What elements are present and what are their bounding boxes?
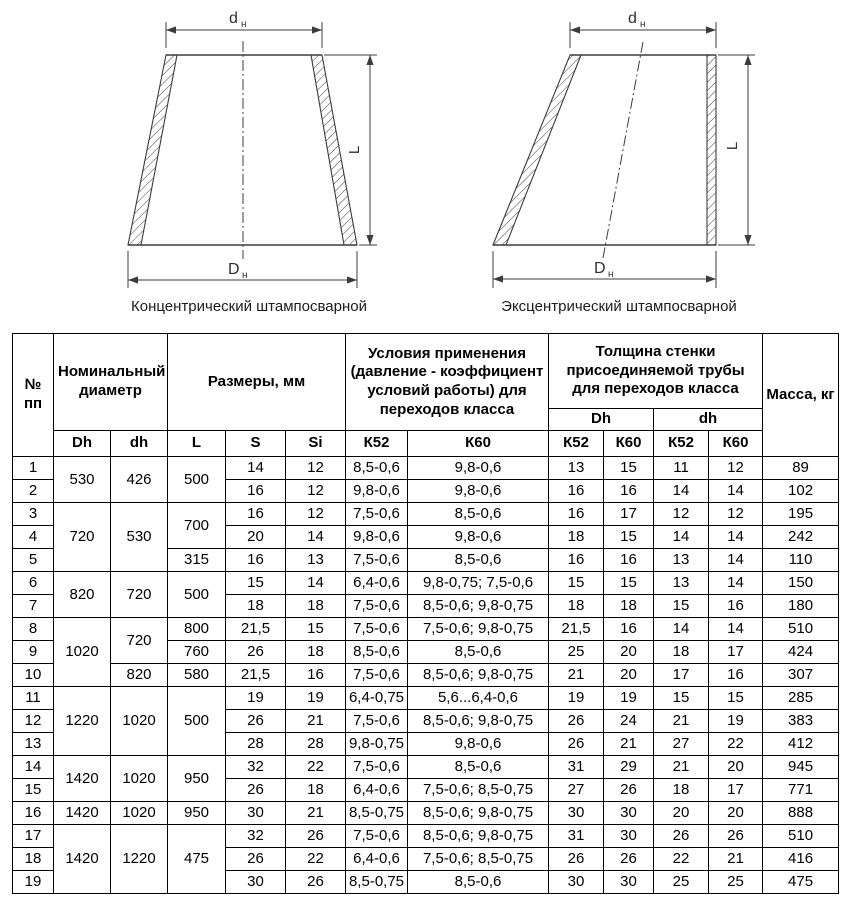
table-row [13,618,839,641]
cell-n: 11 [13,687,54,710]
cell-mass: 89 [763,457,839,480]
cell-L: 500 [168,687,226,756]
cell-tdh52: 18 [654,641,709,664]
cell-Si: 28 [286,733,346,756]
cell-tdh60: 20 [709,756,763,779]
cell-tDh60: 30 [604,825,654,848]
cell-n: 5 [13,549,54,572]
table-row [13,503,839,526]
cell-Si: 18 [286,779,346,802]
cell-tdh52: 18 [654,779,709,802]
cell-mass: 195 [763,503,839,526]
cell-S: 15 [226,572,286,595]
cell-k52: 7,5-0,6 [346,549,408,572]
header-col-Dh-k60: К60 [604,431,654,457]
cell-tdh60: 26 [709,825,763,848]
cell-k60: 7,5-0,6; 8,5-0,75 [408,848,549,871]
cell-Si: 14 [286,526,346,549]
cell-n: 2 [13,480,54,503]
cell-tDh52: 21 [549,664,604,687]
cell-tdh60: 17 [709,779,763,802]
cell-k52: 7,5-0,6 [346,664,408,687]
cell-S: 30 [226,871,286,894]
cell-k60: 8,5-0,6 [408,503,549,526]
cell-k52: 7,5-0,6 [346,756,408,779]
header-no [13,334,54,457]
cell-Dh: 1020 [54,618,111,687]
cell-mass: 510 [763,825,839,848]
cell-k60: 9,8-0,75; 7,5-0,6 [408,572,549,595]
header-col-dh-k52: К52 [654,431,709,457]
cell-n: 15 [13,779,54,802]
cell-n: 6 [13,572,54,595]
header-no-line2: пп [23,395,43,412]
cell-Dh: 530 [54,457,111,503]
cell-tdh52: 21 [654,756,709,779]
table-row [13,664,839,687]
cell-tDh60: 26 [604,779,654,802]
cell-S: 16 [226,549,286,572]
cell-tdh52: 14 [654,618,709,641]
cell-k52: 7,5-0,6 [346,618,408,641]
cell-tdh60: 14 [709,526,763,549]
cell-Si: 12 [286,480,346,503]
cell-tdh60: 19 [709,710,763,733]
cell-Si: 22 [286,756,346,779]
cell-L: 475 [168,825,226,894]
header-conditions: Условия применения (давление - коэффициент условий работы) для переходов класса [346,334,549,431]
cell-Si: 16 [286,664,346,687]
cell-k60: 9,8-0,6 [408,457,549,480]
cell-k52: 8,5-0,6 [346,641,408,664]
drawings-svg [0,0,846,330]
cell-k60: 7,5-0,6; 9,8-0,75 [408,618,549,641]
cell-S: 28 [226,733,286,756]
cell-Dh: 1420 [54,825,111,894]
cell-tdh60: 16 [709,595,763,618]
dim-label-D-sub: н [608,269,614,280]
cell-Dh: 1420 [54,756,111,802]
cell-mass: 285 [763,687,839,710]
cell-L: 500 [168,572,226,618]
cell-tdh60: 14 [709,549,763,572]
header-no-line1: № [24,376,42,394]
cell-Si: 21 [286,802,346,825]
cell-Dh: 820 [54,572,111,618]
table-row [13,572,839,595]
cell-tdh52: 20 [654,802,709,825]
cell-S: 16 [226,503,286,526]
header-Dh-group: Dh [549,409,654,431]
cell-mass: 475 [763,871,839,894]
cell-k60: 8,5-0,6 [408,549,549,572]
cell-tdh60: 12 [709,457,763,480]
cell-mass: 180 [763,595,839,618]
header-sizes: Размеры, мм [168,334,346,431]
cell-tDh60: 29 [604,756,654,779]
cell-tDh52: 26 [549,710,604,733]
cell-Si: 26 [286,825,346,848]
cell-tdh52: 15 [654,687,709,710]
cell-tDh60: 30 [604,871,654,894]
cell-dh: 820 [111,664,168,687]
cell-dh: 1220 [111,825,168,894]
cell-tDh52: 30 [549,802,604,825]
header-wall-thickness: Толщина стенки присоединяемой трубы для переходов класса [549,334,763,409]
technical-drawings [0,0,846,330]
cell-mass: 888 [763,802,839,825]
cell-tDh52: 19 [549,687,604,710]
header-mass: Масса, кг [763,334,839,457]
cell-tdh60: 22 [709,733,763,756]
cell-tdh60: 14 [709,618,763,641]
cell-tDh52: 30 [549,871,604,894]
cell-tDh52: 16 [549,503,604,526]
cell-Si: 18 [286,641,346,664]
cell-tDh60: 16 [604,618,654,641]
cell-tDh52: 15 [549,572,604,595]
cell-tdh60: 15 [709,687,763,710]
header-col-k52: К52 [346,431,408,457]
cell-S: 26 [226,641,286,664]
cell-Si: 21 [286,710,346,733]
header-col-k60: К60 [408,431,549,457]
cell-mass: 510 [763,618,839,641]
eccentric-caption: Эксцентрический штампосварной [501,298,737,315]
cell-k60: 8,5-0,6; 9,8-0,75 [408,664,549,687]
table-row [13,457,839,480]
cell-tdh60: 12 [709,503,763,526]
cell-S: 32 [226,756,286,779]
cell-S: 16 [226,480,286,503]
cell-tDh52: 16 [549,480,604,503]
cell-k60: 8,5-0,6 [408,871,549,894]
cell-tdh52: 21 [654,710,709,733]
cell-mass: 242 [763,526,839,549]
table-row [13,687,839,710]
cell-mass: 416 [763,848,839,871]
cell-L: 315 [168,549,226,572]
dim-label-D: D [594,260,606,277]
header-dh-group: dh [654,409,763,431]
dim-label-d-sub: н [640,19,646,30]
cell-n: 4 [13,526,54,549]
cell-L: 950 [168,802,226,825]
cell-mass: 945 [763,756,839,779]
cell-tdh60: 17 [709,641,763,664]
dim-label-L: L [724,141,741,151]
cell-S: 19 [226,687,286,710]
eccentric-drawing [493,10,755,315]
cell-L: 800 [168,618,226,641]
cell-k60: 8,5-0,6; 9,8-0,75 [408,825,549,848]
cell-S: 26 [226,848,286,871]
cell-mass: 150 [763,572,839,595]
cell-tDh52: 26 [549,848,604,871]
cell-k60: 8,5-0,6; 9,8-0,75 [408,710,549,733]
cell-k60: 5,6...6,4-0,6 [408,687,549,710]
cell-tDh60: 17 [604,503,654,526]
cell-tDh52: 13 [549,457,604,480]
cell-mass: 110 [763,549,839,572]
cell-tDh60: 30 [604,802,654,825]
cell-n: 17 [13,825,54,848]
dim-label-d: d [628,10,637,27]
cell-L: 580 [168,664,226,687]
cell-k60: 7,5-0,6; 8,5-0,75 [408,779,549,802]
cell-tdh52: 12 [654,503,709,526]
cell-Dh: 1420 [54,802,111,825]
cell-tDh52: 27 [549,779,604,802]
cell-tDh52: 18 [549,526,604,549]
cell-k52: 6,4-0,6 [346,779,408,802]
cell-k60: 8,5-0,6 [408,756,549,779]
cell-tDh60: 15 [604,526,654,549]
cell-tdh60: 20 [709,802,763,825]
cell-tDh60: 20 [604,641,654,664]
center-line [603,42,643,258]
cell-tdh52: 14 [654,480,709,503]
cell-dh: 1020 [111,756,168,802]
cell-S: 20 [226,526,286,549]
header-nominal-diameter: Номинальный диаметр [54,334,168,431]
eccentric-body [493,42,716,258]
cell-S: 26 [226,779,286,802]
cell-tDh60: 15 [604,457,654,480]
cell-n: 18 [13,848,54,871]
cell-S: 26 [226,710,286,733]
cell-tdh60: 16 [709,664,763,687]
cell-Si: 18 [286,595,346,618]
dim-label-d-sub: н [241,19,247,30]
cell-n: 1 [13,457,54,480]
cell-k52: 7,5-0,6 [346,825,408,848]
cell-k52: 8,5-0,75 [346,802,408,825]
cell-dh: 1020 [111,802,168,825]
cell-tDh60: 20 [604,664,654,687]
header-col-dh: dh [111,431,168,457]
cell-k52: 7,5-0,6 [346,710,408,733]
cell-tdh52: 25 [654,871,709,894]
cell-S: 14 [226,457,286,480]
cell-tdh60: 25 [709,871,763,894]
cell-S: 18 [226,595,286,618]
header-row-groups [13,334,839,409]
cell-tDh60: 15 [604,572,654,595]
dim-label-D: D [228,261,240,278]
cell-tdh52: 13 [654,572,709,595]
cell-n: 7 [13,595,54,618]
header-row-columns [13,431,839,457]
cell-tdh52: 15 [654,595,709,618]
cell-tDh52: 25 [549,641,604,664]
cell-tdh52: 14 [654,526,709,549]
spec-table [12,333,839,894]
table-row [13,756,839,779]
dim-label-D-sub: н [242,270,248,281]
cell-n: 13 [13,733,54,756]
cell-S: 21,5 [226,618,286,641]
cell-n: 3 [13,503,54,526]
concentric-body [128,41,357,259]
cell-mass: 383 [763,710,839,733]
table-row [13,825,839,848]
cell-n: 16 [13,802,54,825]
cell-tDh52: 31 [549,825,604,848]
cell-S: 32 [226,825,286,848]
cell-tdh52: 11 [654,457,709,480]
header-col-Dh-k52: К52 [549,431,604,457]
cell-mass: 307 [763,664,839,687]
cell-Si: 19 [286,687,346,710]
cell-k60: 8,5-0,6 [408,641,549,664]
cell-tDh60: 24 [604,710,654,733]
header-col-S: S [226,431,286,457]
cell-n: 12 [13,710,54,733]
cell-S: 21,5 [226,664,286,687]
cell-tdh60: 14 [709,480,763,503]
cell-k52: 6,4-0,6 [346,572,408,595]
cell-tdh60: 14 [709,572,763,595]
cell-tdh52: 26 [654,825,709,848]
cell-tDh52: 31 [549,756,604,779]
cell-tDh60: 16 [604,549,654,572]
cell-tDh60: 19 [604,687,654,710]
cell-n: 14 [13,756,54,779]
cell-k60: 9,8-0,6 [408,733,549,756]
cell-tdh52: 17 [654,664,709,687]
cell-tDh52: 26 [549,733,604,756]
cell-mass: 424 [763,641,839,664]
cell-n: 10 [13,664,54,687]
cell-tDh52: 18 [549,595,604,618]
cell-mass: 102 [763,480,839,503]
cell-k52: 6,4-0,75 [346,687,408,710]
cell-L: 950 [168,756,226,802]
cell-tDh52: 16 [549,549,604,572]
cell-tDh60: 18 [604,595,654,618]
cell-n: 19 [13,871,54,894]
cell-S: 30 [226,802,286,825]
cell-tdh52: 27 [654,733,709,756]
cell-Si: 22 [286,848,346,871]
header-col-L: L [168,431,226,457]
cell-k60: 9,8-0,6 [408,526,549,549]
cell-k52: 8,5-0,75 [346,871,408,894]
cell-L: 760 [168,641,226,664]
cell-k60: 9,8-0,6 [408,480,549,503]
cell-tDh52: 21,5 [549,618,604,641]
cell-k52: 9,8-0,6 [346,526,408,549]
cell-L: 700 [168,503,226,549]
table-row [13,802,839,825]
cell-dh: 530 [111,503,168,572]
dim-label-L: L [346,145,363,155]
cell-Si: 14 [286,572,346,595]
cell-Si: 26 [286,871,346,894]
cell-k60: 8,5-0,6; 9,8-0,75 [408,802,549,825]
cell-k52: 7,5-0,6 [346,503,408,526]
cell-tdh52: 22 [654,848,709,871]
cell-k52: 9,8-0,75 [346,733,408,756]
cell-tDh60: 21 [604,733,654,756]
concentric-drawing [128,10,377,315]
cell-k52: 9,8-0,6 [346,480,408,503]
cell-L: 500 [168,457,226,503]
concentric-caption: Концентрический штампосварной [131,298,367,315]
cell-mass: 771 [763,779,839,802]
cell-Dh: 1220 [54,687,111,756]
cell-tdh60: 21 [709,848,763,871]
cell-k52: 6,4-0,6 [346,848,408,871]
cell-n: 9 [13,641,54,664]
header-col-Dh: Dh [54,431,111,457]
cell-k52: 8,5-0,6 [346,457,408,480]
cell-dh: 426 [111,457,168,503]
cell-k52: 7,5-0,6 [346,595,408,618]
cell-n: 8 [13,618,54,641]
cell-Si: 13 [286,549,346,572]
cell-tdh52: 13 [654,549,709,572]
cell-Si: 15 [286,618,346,641]
cell-tDh60: 16 [604,480,654,503]
cell-tDh60: 26 [604,848,654,871]
cell-Dh: 720 [54,503,111,572]
cell-dh: 720 [111,618,168,664]
cell-Si: 12 [286,503,346,526]
header-col-dh-k60: К60 [709,431,763,457]
dim-label-d: d [229,10,238,27]
header-col-Si: Si [286,431,346,457]
cell-Si: 12 [286,457,346,480]
cell-mass: 412 [763,733,839,756]
cell-dh: 720 [111,572,168,618]
cell-dh: 1020 [111,687,168,756]
cell-k60: 8,5-0,6; 9,8-0,75 [408,595,549,618]
